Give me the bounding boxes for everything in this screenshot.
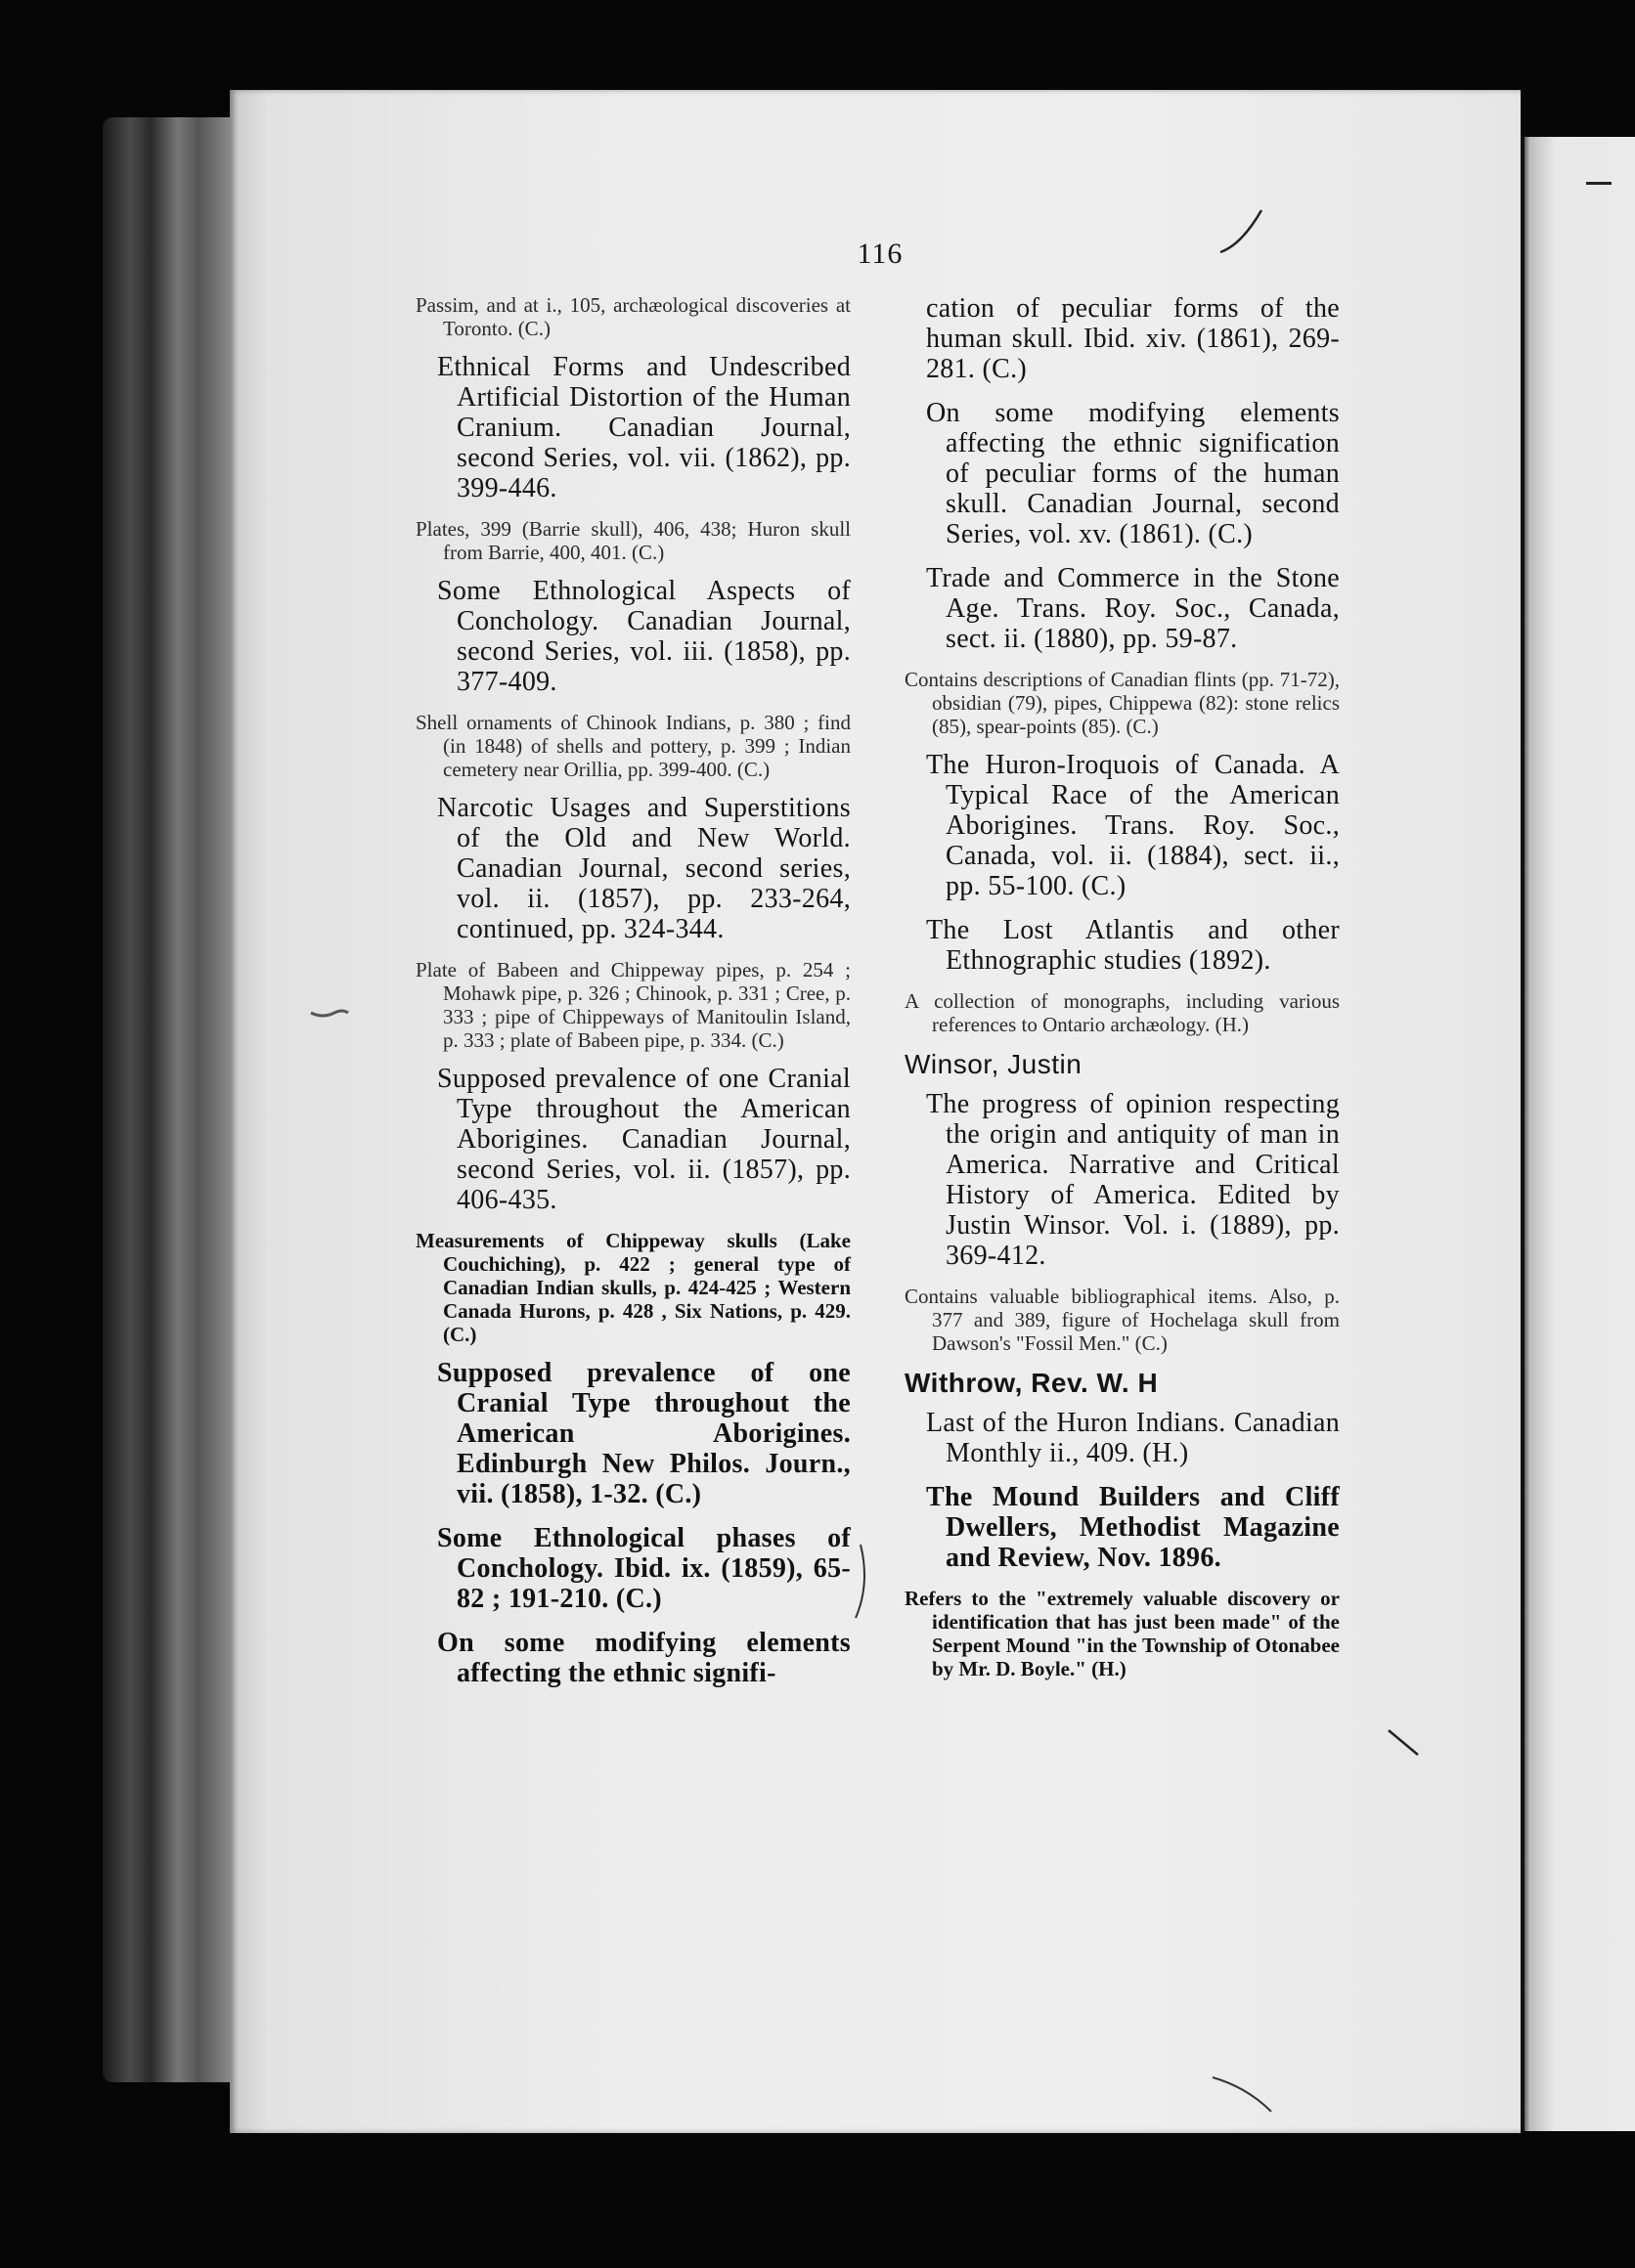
bib-title: The Huron-Iroquois of Canada. A Typical Race of the American Aborigines. Trans. Roy. Soc., Canada, vol. ii. (1884), sect. ii., pp. 55-100. (C.) [926, 750, 1340, 901]
bib-title: Trade and Commerce in the Stone Age. Trans. Roy. Soc., Canada, sect. ii. (1880), pp. 59-87. [926, 563, 1340, 654]
bib-title: Some Ethnological Aspects of Conchology. Canadian Journal, second Series, vol. iii. (1858), pp. 377-409. [437, 576, 851, 697]
bib-note: Measurements of Chippeway skulls (Lake Couchiching), p. 422 ; general type of Canadian Indian skulls, p. 424-425 ; Western Canada Hurons, p. 428 , Six Nations, p. 429. (C.) [416, 1229, 851, 1346]
page-number: 116 [857, 238, 904, 270]
bib-title: On some modifying elements affecting the ethnic signification of peculiar forms of the human skull. Canadian Journal, second Series, vol. xv. (1861). (C.) [926, 398, 1340, 549]
bib-note: Contains valuable bibliographical items. Also, p. 377 and 389, figure of Hochelaga skull from Dawson's "Fossil Men." (C.) [905, 1285, 1340, 1355]
bib-note: Plates, 399 (Barrie skull), 406, 438; Huron skull from Barrie, 400, 401. (C.) [416, 517, 851, 564]
bib-title: Some Ethnological phases of Conchology. Ibid. ix. (1859), 65-82 ; 191-210. (C.) [437, 1523, 851, 1614]
facing-page-mark [1586, 182, 1612, 185]
bib-title: The progress of opinion respecting the origin and antiquity of man in America. Narrative and Critical History of America. Edited by Justin Winsor. Vol. i. (1889), pp. 369-412. [926, 1089, 1340, 1271]
bib-note: Contains descriptions of Canadian flints (pp. 71-72), obsidian (79), pipes, Chippewa (82): stone relics (85), spear-points (85). (C.) [905, 668, 1340, 738]
right-column [905, 293, 1340, 1692]
bib-note: Passim, and at i., 105, archæological discoveries at Toronto. (C.) [416, 293, 851, 340]
bib-title: On some modifying elements affecting the ethnic signifi- [437, 1628, 851, 1688]
bib-title: Supposed prevalence of one Cranial Type throughout the American Aborigines. Edinburgh New Philos. Journ., vii. (1858), 1-32. (C.) [437, 1358, 851, 1509]
bib-note: Refers to the "extremely valuable discovery or identification that has just been made" of the Serpent Mound "in the Township of Otonabee by Mr. D. Boyle." (H.) [905, 1587, 1340, 1680]
bib-title: Narcotic Usages and Superstitions of the Old and New World. Canadian Journal, second series, vol. ii. (1857), pp. 233-264, continued, pp. 324-344. [437, 793, 851, 944]
bib-note: Plate of Babeen and Chippeway pipes, p. 254 ; Mohawk pipe, p. 326 ; Chinook, p. 331 ; Cree, p. 333 ; pipe of Chippeways of Manitoulin Island, p. 333 ; plate of Babeen pipe, p. 334. (C.) [416, 958, 851, 1052]
bib-title: The Lost Atlantis and other Ethnographic studies (1892). [926, 915, 1340, 976]
bib-title: The Mound Builders and Cliff Dwellers, Methodist Magazine and Review, Nov. 1896. [926, 1482, 1340, 1573]
bib-title: cation of peculiar forms of the human skull. Ibid. xiv. (1861), 269-281. (C.) [926, 293, 1340, 384]
bib-title: Ethnical Forms and Undescribed Artificial Distortion of the Human Cranium. Canadian Journal, second Series, vol. vii. (1862), pp. 399-446. [437, 352, 851, 503]
author-heading: Winsor, Justin [905, 1049, 1083, 1079]
facing-page-edge [1521, 137, 1635, 2131]
bib-title: Last of the Huron Indians. Canadian Monthly ii., 409. (H.) [926, 1408, 1340, 1468]
bib-title: Supposed prevalence of one Cranial Type throughout the American Aborigines. Canadian Journal, second Series, vol. ii. (1857), pp. 406-435. [437, 1064, 851, 1215]
book-page-edges [103, 117, 240, 2082]
author-heading: Withrow, Rev. W. H [905, 1368, 1159, 1398]
left-column [416, 293, 851, 1702]
bib-note: Shell ornaments of Chinook Indians, p. 380 ; find (in 1848) of shells and pottery, p. 399 ; Indian cemetery near Orillia, pp. 399-400. (C.) [416, 711, 851, 781]
bib-note: A collection of monographs, including various references to Ontario archæology. (H.) [905, 989, 1340, 1036]
